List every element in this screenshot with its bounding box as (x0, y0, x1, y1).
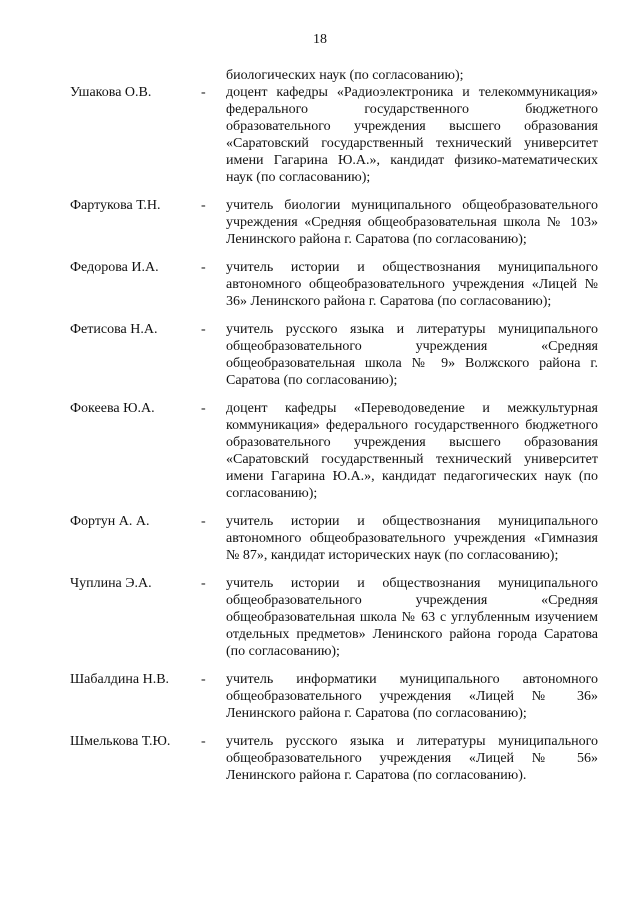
list-item (0, 671, 640, 722)
dash-separator: - (201, 322, 206, 337)
member-description: доцент кафедры «Радиоэлектроника и телекоммуникация» федерального государственного бюджетного образовательного учреждения высшего образования «Саратовский государственный технический университет имени Гагарина Ю.А.», кандидат физико-математических наук (по согласованию); (226, 85, 598, 185)
member-name: Чуплина Э.А. (70, 576, 152, 591)
member-description: учитель русского языка и литературы муниципального общеобразовательного учреждения «Средняя общеобразовательная школа № 9» Волжского района г. Саратова (по согласованию); (226, 322, 598, 388)
dash-separator: - (201, 576, 206, 591)
list-item (0, 513, 640, 564)
member-name: Фартукова Т.Н. (70, 198, 161, 213)
list-item (0, 400, 640, 502)
member-description: учитель информатики муниципального автономного общеобразовательного учреждения «Лицей № 36» Ленинского района г. Саратова (по согласованию); (226, 672, 598, 721)
member-description: учитель биологии муниципального общеобразовательного учреждения «Средняя общеобразовательная школа № 103» Ленинского района г. Саратова (по согласованию); (226, 198, 598, 247)
list-item (0, 84, 640, 186)
dash-separator: - (201, 734, 206, 749)
member-description: учитель истории и обществознания муниципального автономного общеобразовательного учреждения «Лицей № 36» Ленинского района г. Саратова (по согласованию); (226, 260, 598, 309)
member-description: учитель истории и обществознания муниципального автономного общеобразовательного учреждения «Гимназия № 87», кандидат исторических наук (по согласованию); (226, 514, 598, 563)
member-description: учитель истории и обществознания муниципального общеобразовательного учреждения «Средняя общеобразовательная школа № 63 с углубленным изучением отдельных предметов» Ленинского района города Саратова (по согласованию); (226, 576, 598, 659)
member-name: Фетисова Н.А. (70, 322, 158, 337)
continued-text: биологических наук (по согласованию); (226, 68, 464, 83)
member-name: Фортун А. А. (70, 514, 150, 529)
dash-separator: - (201, 85, 206, 100)
member-name: Шабалдина Н.В. (70, 672, 170, 687)
list-item (0, 197, 640, 248)
dash-separator: - (201, 401, 206, 416)
member-description: учитель русского языка и литературы муниципального общеобразовательного учреждения «Лицей № 56» Ленинского района г. Саратова (по согласованию). (226, 734, 598, 783)
member-name: Федорова И.А. (70, 260, 159, 275)
member-description: доцент кафедры «Переводоведение и межкультурная коммуникация» федерального государственного бюджетного образовательного учреждения высшего образования «Саратовский государственный технический университет имени Гагарина Ю.А.», кандидат педагогических наук (по согласованию); (226, 401, 598, 501)
dash-separator: - (201, 260, 206, 275)
member-name: Ушакова О.В. (70, 85, 152, 100)
member-name: Шмелькова Т.Ю. (70, 734, 171, 749)
dash-separator: - (201, 514, 206, 529)
member-list (0, 84, 640, 795)
page-number: 18 (313, 32, 327, 47)
list-item (0, 321, 640, 389)
list-item (0, 575, 640, 660)
list-item (0, 733, 640, 784)
dash-separator: - (201, 198, 206, 213)
member-name: Фокеева Ю.А. (70, 401, 155, 416)
list-item (0, 259, 640, 310)
dash-separator: - (201, 672, 206, 687)
